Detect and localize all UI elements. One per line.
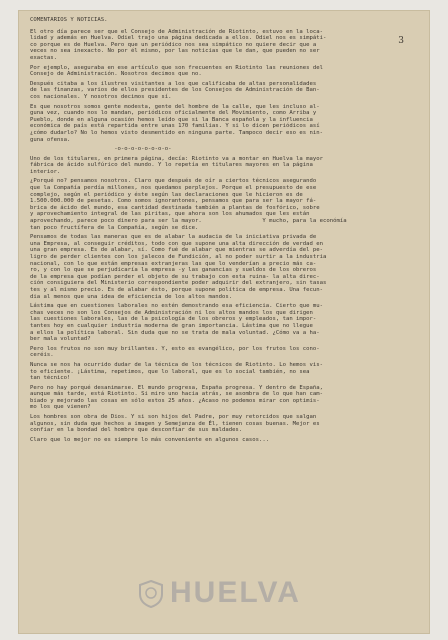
text-line: aunque más tarde, está Riotinto. Si miro uno hacia atrás, se asombra de lo que han cam- [30, 391, 323, 398]
text-line: El otro día parece ser que el Consejo de Administración de Riotinto, estuvo en la loca- [30, 28, 323, 35]
text-line: Es que nosotros somos gente modesta, gente del hombre de la calle, que les incluso al- [30, 103, 320, 110]
text-line: que la Compañía perdía millones, nos quedamos perplejos. Porque el presupuesto de ese [30, 185, 317, 192]
watermark-text: HUELVA [170, 576, 301, 609]
paragraph [30, 385, 422, 411]
text-line: to eficiente. ¡Lástima, repetimos, que lo laboral, que es lo social también, no sea [30, 368, 310, 375]
text-line: Nunca se nos ha ocurrido dudar de la técnica de los técnicos de Riotinto. Lo hemos vis- [30, 361, 323, 368]
text-line: Pero no hay porqué desanimarse. El mundo progresa, España progresa. Y dentro de España, [30, 384, 323, 391]
text-line: interior. [30, 168, 61, 175]
text-line: Pueblo, donde en alguna ocasión hemos leído que si la Banca española y la influencia [30, 116, 313, 123]
paragraph [30, 81, 422, 101]
text-line: cos nacionales. Y nosotros decimos que sí. [30, 93, 172, 100]
text-line: nacional, con lo que están empresas extranjeras las que lo venderían a precio más ca- [30, 260, 317, 267]
text-line: aprovechando, parece poco dinero para ser la mayor. Y mucho, para la económía [30, 218, 347, 225]
text-line: Claro que lo mejor no es siempre lo más conveniente en algunos casos... [30, 436, 270, 443]
text-line: ligro de perder clientes con los jalecos de Fundición, al no poder surtir a la industria [30, 254, 327, 260]
text-line: tes y al mismo precio. Es de alabar ésto, porque supone política de empresa. Una fecun- [30, 286, 323, 293]
text-line: ción consiguiera del Ministerio correspondiente poder adquirir del extranjero, sin tasas [30, 280, 327, 287]
page-number: 3 [398, 36, 404, 46]
text-line: ro, y con lo que se perjudicaría la empresa -y las ganancias y sueldos de los obreros [30, 267, 317, 274]
text-line: chas veces no son los Consejos de Administración ni los altos mandos los que dirigen [30, 309, 313, 316]
text-line: guna vez, cuando nos lo mandan, periódicos oficialmente del Movimiento, como Arriba y [30, 110, 317, 117]
text-line: ceréis. [30, 352, 54, 359]
text-line: Después citaba a los ilustres visitantes a los que calificaba de altas personalidades [30, 80, 317, 87]
archive-watermark [138, 576, 301, 610]
text-line: dia al menos que una idea de eficiencia de los altos mandos. [30, 293, 233, 300]
paragraph-list [30, 29, 422, 444]
paragraph [30, 156, 422, 176]
paragraph [30, 178, 422, 231]
archive-seal-icon [138, 580, 164, 608]
paragraph [30, 362, 422, 382]
text-line: fábrica de ácido sulfúrico del mundo. Y lo repetía en titulares mayores en la página [30, 162, 313, 169]
text-line: de la empresa que podían perder el objeto de su trabajo con esta ruina- la alta direc- [30, 273, 320, 280]
text-line: Los hombres son obra de Dios. Y si son hijos del Padre, por muy retorcidos que salgan [30, 414, 317, 421]
text-line: ber mala voluntad? [30, 336, 91, 343]
text-line: tantes hoy en cualquier industria moderna de gran importancia. Lástima que no llegue [30, 322, 313, 329]
text-line: tan poco fructífera de la Compañía, según se dice. [30, 224, 199, 231]
section-heading: COMENTARIOS Y NOTICIAS. [30, 17, 108, 23]
paragraph [30, 104, 422, 144]
text-line: ¿Porqué no? pensamos nosotros. Claro que después de oír a ciertos técnicos asegurando [30, 178, 317, 185]
text-line: complejo, según el periódico y éste según las declaraciones que le hicieron es de [30, 191, 303, 198]
text-line: y aprovechamiento integral de las piritas, que ahora son los ahumados que les están [30, 211, 310, 218]
document-body [30, 17, 422, 446]
text-line: a ellos la política laboral. Sin duda que no se trata de mala voluntad. ¿Cómo va a ha- [30, 329, 320, 336]
paragraph [30, 303, 422, 343]
text-line: lidad y además en Huelva. Odiel trajo una página dedicada a ellos. Odiel nos es simpáti- [30, 35, 327, 42]
text-line: algunos, sin duda que hechos a imagen y Semejanza de Él, tienen cosas buenas. Mejor es [30, 420, 320, 427]
paragraph [30, 146, 422, 153]
paragraph [30, 65, 422, 78]
text-line: una Empresa, al conseguir créditos, todo con que supone una alta dirección de verdad en [30, 240, 323, 247]
text-line: ¿cómo dudarlo? No lo hemos visto desmentido en ninguna parte. Tampoco decir eso es nin- [30, 129, 323, 136]
text-line: guna ofensa. [30, 136, 71, 143]
text-line: brica de ácido del mundo, esa cantidad destinada también a plantas de fosfórico, sobre [30, 204, 320, 211]
text-line: tan técnico! [30, 375, 71, 382]
paragraph [30, 437, 422, 444]
text-line: una gran empresa. Es de alabar, sí. Como fué de alabar que mientras se adverdía del pe- [30, 247, 323, 254]
paragraph [30, 346, 422, 359]
paragraph [30, 234, 422, 300]
text-line: Consejo de Administración. Nosotros decimos que no. [30, 71, 202, 78]
text-line: exactas. [30, 54, 57, 61]
paragraph [30, 414, 422, 434]
text-line: económica de país está repartida entre unas 170 familias. Y si lo dicen periódicos así [30, 123, 320, 130]
paragraph [30, 29, 422, 62]
text-line: biado y mejorado las cosas en sólo estos 25 años. ¿Acaso no podemos mirar con optimis- [30, 397, 320, 404]
text-line: co porque es de Huelva. Pero que un periódico nos sea simpático no quiere decir que a [30, 41, 317, 48]
text-line: Lástima que en cuestiones laborales no estén demostrando esa eficiencia. Cierto que mu- [30, 303, 323, 310]
text-line: Pero los frutos no son muy brillantes. Y, esto es evangélico, por los frutos los cono- [30, 345, 320, 352]
text-line: 1.500.000.000 de pesetas. Como somos ignorantones, pensamos que para ser la mayor fá- [30, 198, 317, 205]
text-line: veces no sea inexacto. No por él mismo, por las noticias que le dan, que pueden no ser [30, 48, 320, 55]
text-line: confiar en la bondad del hombre que desconfiar de sus maldades. [30, 427, 243, 434]
text-line: Pensamos de todas las maneras que es de alabar la audacia de la iniciativa privada de [30, 234, 317, 241]
text-line: de las finanzas, varios de ellos presidentes de los Consejos de Administración de Ban- [30, 87, 320, 94]
document-page [18, 10, 430, 634]
text-line: las cuestiones laborales, las de la psicología de los obreros y empleados, tan impor- [30, 316, 317, 323]
text-line: -o-o-o-o-o-o-o-o- [30, 146, 172, 153]
text-line: Uno de los titulares, en primera página, decía: Riotinto va a montar en Huelva la mayor [30, 155, 323, 162]
text-line: mo los que vienen? [30, 404, 91, 411]
text-line: Por ejemplo, aseguraba en ese artículo que son frecuentes en Riotinto las reuniones del [30, 64, 323, 71]
